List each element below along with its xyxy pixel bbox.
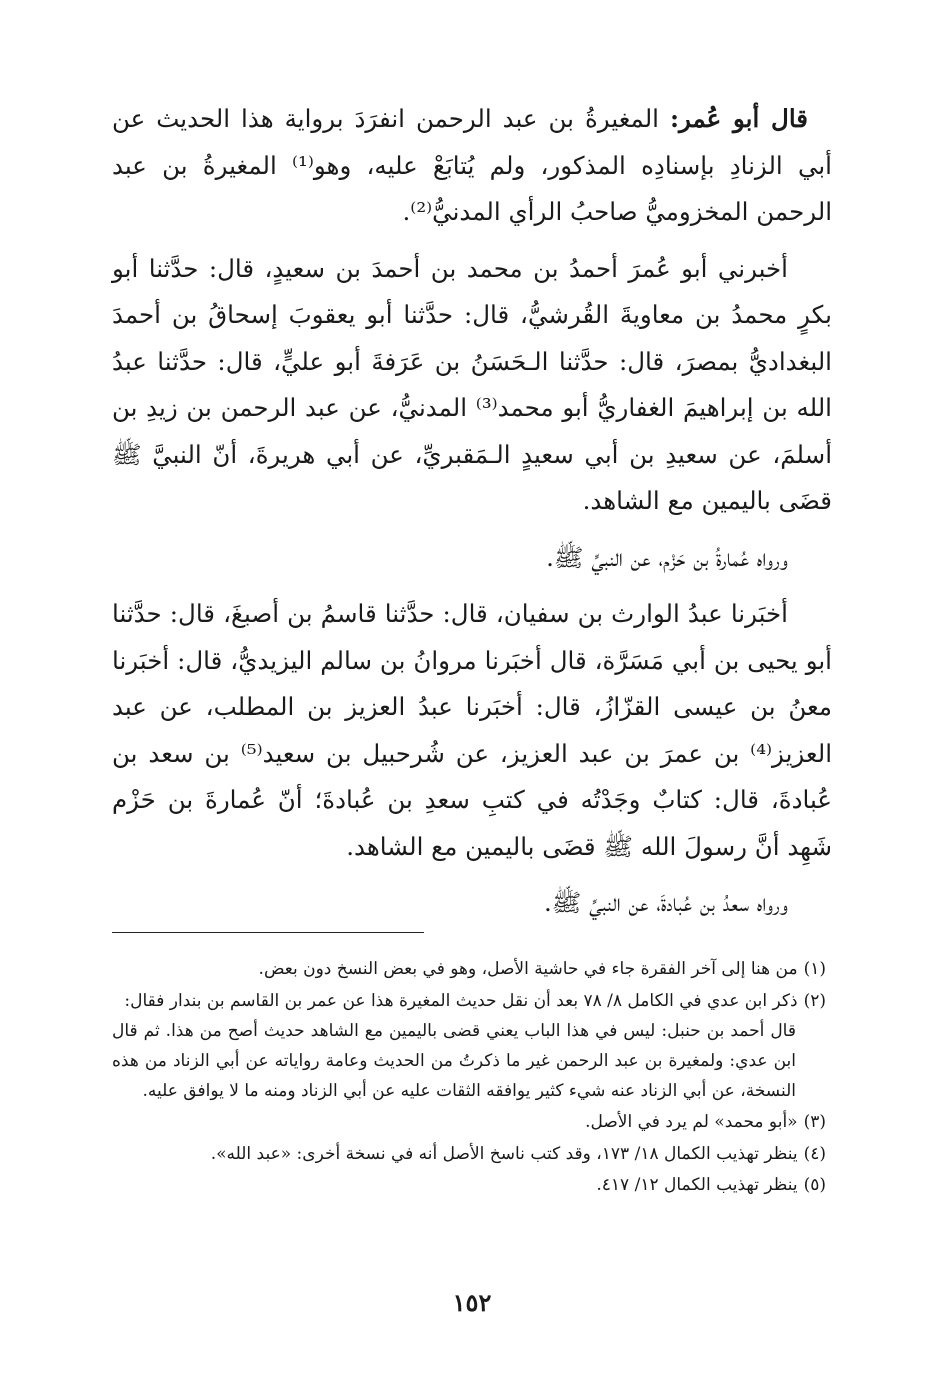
book-page	[112, 96, 832, 1356]
footnote	[112, 986, 832, 1106]
footnote-number: (١)	[803, 959, 826, 979]
main-text	[112, 96, 832, 927]
footnote-number: (٣)	[803, 1112, 826, 1132]
footnote-number: (٥)	[803, 1175, 826, 1195]
footnote	[112, 1139, 832, 1169]
footnote-text: «أبو محمد» لم يرد في الأصل.	[585, 1112, 798, 1132]
paragraph	[112, 246, 832, 525]
footnote-continuation: قال أحمد بن حنبل: ليس في هذا الباب يعني قضى باليمين مع الشاهد حديث أصح من هذا. ثم قال ابن عدي: ولمغيرة بن عبد الرحمن غير ما ذكرتُ من الحديث وعامة رواياته عن أبي الزناد من هذه النسخة، عن أبي الزناد عنه شيء كثير يوافقه الثقات عليه عن أبي الزناد ومنه ما لا يوافق عليه.	[112, 1020, 796, 1101]
footnote	[112, 1170, 832, 1200]
footnote-separator	[112, 932, 424, 933]
paragraph-text: أخبَرنا عبدُ الوارث بن سفيان، قال: حدَّثنا قاسمُ بن أصبغَ، قال: حدَّثنا أبو يحيى بن أبي مَسَرَّة، قال أخبَرنا مروانُ بن سالم اليزيديُّ، قال: أخبَرنا معنُ بن عيسى القزّازُ، قال: أخبَرنا عبدُ العزيز بن المطلب، عن عبد العزيز⁽⁴⁾ بن عمرَ بن عبد العزيز، عن شُرحبيل بن سعيد⁽⁵⁾ بن سعد بن عُبادةَ، قال: كتابٌ وجَدْتُه في كتبِ سعدِ بن عُبادةَ؛ أنّ عُمارةَ بن حَزْم شَهِد أنَّ رسولَ الله ﷺ قضَى باليمين مع الشاهد.	[112, 599, 832, 861]
paragraph	[112, 591, 832, 870]
paragraph	[112, 96, 832, 236]
footnote-text: ينظر تهذيب الكمال ١٨/ ١٧٣، وقد كتب ناسخ الأصل أنه في نسخة أخرى: «عبد الله».	[210, 1143, 798, 1164]
paragraph	[112, 880, 832, 927]
footnote-text: من هنا إلى آخر الفقرة جاء في حاشية الأصل، وهو في بعض النسخ دون بعض.	[258, 959, 798, 979]
paragraph-text: ورواه عُمارةُ بن حَزْم، عن النبيِّ ﷺ.	[546, 542, 788, 572]
footnote-text: ذكر ابن عدي في الكامل ٨/ ٧٨ بعد أن نقل حديث المغيرة هذا عن عمر بن القاسم بن بندار فقال:	[124, 990, 798, 1011]
footnote-number: (٢)	[803, 990, 826, 1011]
page-number: ١٥٢	[452, 1288, 492, 1317]
footnote-text: ينظر تهذيب الكمال ١٢/ ٤١٧.	[596, 1175, 798, 1195]
paragraph-text: ورواه سعدُ بن عُبادةَ، عن النبيِّ ﷺ.	[543, 888, 788, 917]
paragraph-lead: قال أبو عُمر:	[669, 104, 808, 133]
paragraph-text: أخبرني أبو عُمرَ أحمدُ بن محمد بن أحمدَ بن سعيدٍ، قال: حدَّثنا أبو بكرٍ محمدُ بن معاويةَ القُرشيُّ، قال: حدَّثنا أبو يعقوبَ إسحاقُ بن أحمدَ البغداديُّ بمصرَ، قال: حدَّثنا الـحَسَنُ بن عَرَفةَ أبو عليٍّ، قال: حدَّثنا عبدُ الله بن إبراهيمَ الغفاريُّ أبو محمد⁽³⁾ المدنيُّ، عن عبد الرحمن بن زيدِ بن أسلمَ، عن سعيدِ بن أبي سعيدٍ الـمَقبريِّ، عن أبي هريرةَ، أنّ النبيَّ ﷺ قضَى باليمين مع الشاهد.	[112, 253, 832, 515]
footnote-number: (٤)	[803, 1143, 826, 1164]
paragraph	[112, 535, 832, 582]
footnote	[112, 954, 832, 984]
paragraph-text: المغيرةُ بن عبد الرحمن انفرَدَ برواية هذا الحديث عن أبي الزنادِ بإسنادِه المذكور، ولم يُتابَعْ عليه، وهو⁽¹⁾ المغيرةُ بن عبد الرحمن المخزوميُّ صاحبُ الرأي المدنيُّ⁽²⁾.	[112, 104, 832, 226]
footnotes	[112, 954, 832, 1202]
footnote	[112, 1107, 832, 1137]
